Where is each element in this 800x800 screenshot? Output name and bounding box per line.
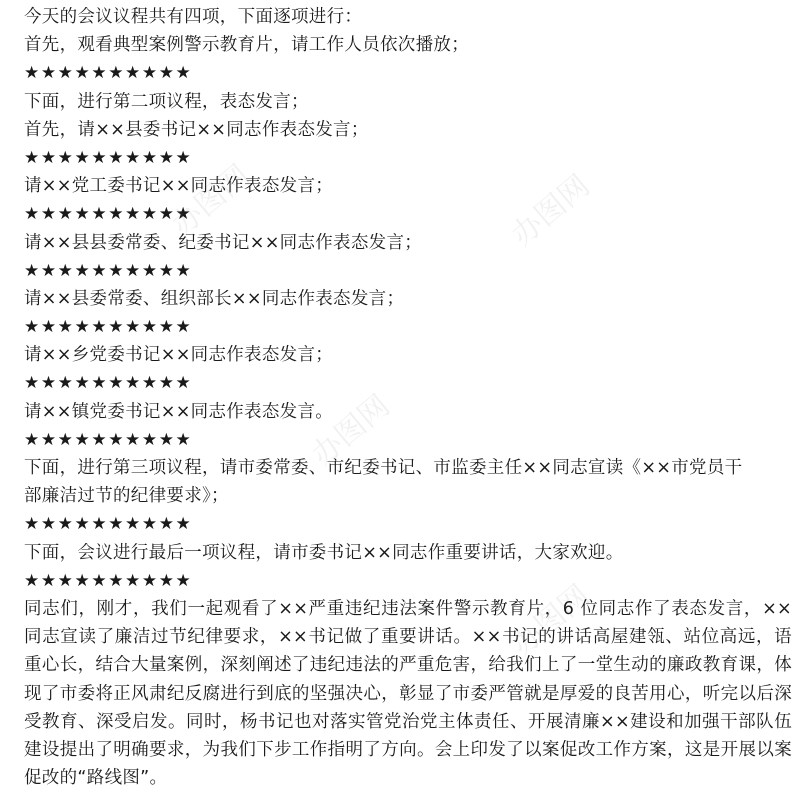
star-separator: ★★★★★★★★★★ xyxy=(24,63,193,84)
star-separator: ★★★★★★★★★★ xyxy=(24,204,193,225)
agenda-item-video-line: 首先，观看典型案例警示教育片，请工作人员依次播放； xyxy=(24,35,469,56)
speaker-line: 请××镇党委书记××同志作表态发言。 xyxy=(24,401,334,422)
star-separator: ★★★★★★★★★★ xyxy=(24,429,193,450)
watermark-logo: 办图网 xyxy=(305,388,397,473)
agenda-item-two-line: 下面，进行第二项议程，表态发言； xyxy=(24,91,309,112)
star-separator: ★★★★★★★★★★ xyxy=(24,260,193,281)
star-separator: ★★★★★★★★★★ xyxy=(24,373,193,394)
summary-paragraph: 同志们，刚才，我们一起观看了××严重违纪违法案件警示教育片，6 位同志作了表态发言，××同志宣读了廉洁过节纪律要求，××书记做了重要讲话。××书记的讲话高屋建瓴、站位高远，语重心长，结合大量案例，深刻阐述了违纪违法的严重危害，给我们上了一堂生动的廉政教育课，体现了市委将正风肃纪反腐进行到底的坚强决心，彰显了市委严管就是厚爱的良苦用心，听完以后深受教育、深受启发。同时，杨书记也对落实管党治党主体责任、开展清廉××建设和加强干部队伍建设提出了明确要求，为我们下步工作指明了方向。会上印发了以案促改工作方案，这是开展以案促改的“路线图”。 xyxy=(24,598,792,789)
star-separator: ★★★★★★★★★★ xyxy=(24,570,193,591)
star-separator: ★★★★★★★★★★ xyxy=(24,147,193,168)
speaker-line: 请××县县委常委、纪委书记××同志作表态发言； xyxy=(24,232,423,253)
agenda-item-three-line-cont: 部廉洁过节的纪律要求》； xyxy=(24,486,229,507)
speaker-line: 请××乡党委书记××同志作表态发言； xyxy=(24,345,334,366)
document-body xyxy=(24,3,792,792)
watermark-logo: 办图网 xyxy=(505,168,597,253)
star-separator: ★★★★★★★★★★ xyxy=(24,514,193,535)
agenda-intro-line: 今天的会议议程共有四项，下面逐项进行： xyxy=(24,7,363,27)
agenda-item-four-line: 下面，会议进行最后一项议程，请市委书记××同志作重要讲话，大家欢迎。 xyxy=(24,542,624,563)
speaker-line: 请××县委常委、组织部长××同志作表态发言； xyxy=(24,288,405,309)
speaker-line: 首先，请××县委书记××同志作表态发言； xyxy=(24,119,369,140)
star-separator: ★★★★★★★★★★ xyxy=(24,317,193,338)
speaker-line: 请××党工委书记××同志作表态发言； xyxy=(24,176,334,197)
agenda-item-three-line: 下面，进行第三项议程，请市委常委、市纪委书记、市监委主任××同志宣读《××市党员干 xyxy=(24,458,743,478)
watermark-logo: 办图网 xyxy=(505,578,597,663)
watermark-logo: 办图网 xyxy=(165,158,257,243)
